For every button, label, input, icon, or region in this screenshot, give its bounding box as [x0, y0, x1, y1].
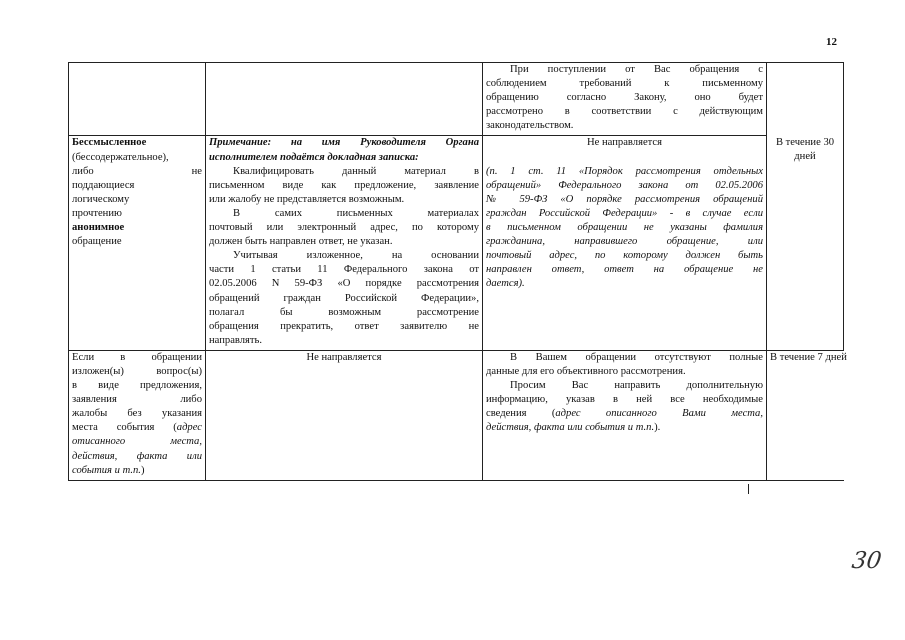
cell-response: [483, 136, 767, 350]
situation-line: Бессмысленное: [72, 137, 147, 149]
note-line: должен быть направлен ответ, не указан.: [209, 236, 393, 248]
note-line: 02.05.2006 N 59-ФЗ «О порядке рассмотрения: [209, 278, 479, 290]
situation-line: отисанного места,: [72, 436, 202, 448]
note-line: обращений граждан Российской Федерации»,: [209, 292, 479, 304]
situation-line: поддающиеся: [72, 179, 135, 191]
response-line: [486, 407, 763, 421]
note-heading: Не направляется: [306, 351, 382, 363]
situation-italic: события и т.п.: [72, 464, 141, 476]
situation-line: либо не: [72, 165, 202, 177]
situation-text: ): [140, 464, 145, 476]
document-table: [68, 62, 847, 481]
note-line: полагал бы возможным рассмотрение: [209, 306, 479, 318]
legal-reference-line: (п. 1 ст. 11 «Порядок рассмотрения отдельных: [486, 165, 763, 177]
situation-line: изложен(ы) вопрос(ы): [72, 365, 202, 377]
deadline-line: В течение 30: [775, 136, 835, 148]
note-line: В самих письменных материалах: [233, 207, 479, 219]
note-line: части 1 статьи 11 Федерального закона от: [209, 264, 479, 276]
cell-note: [206, 136, 483, 350]
note-line: Квалифицировать данный материал в: [233, 165, 479, 177]
response-line: Просим Вас направить дополнительную: [510, 380, 763, 392]
response-italic: действия, факта или события и т.п.: [486, 422, 655, 434]
situation-line: анонимное: [72, 222, 125, 234]
situation-line: Если в обращении: [72, 351, 202, 363]
deadline-line: В течение 7 дней: [770, 351, 847, 363]
situation-line: (бессодержательное),: [72, 151, 169, 163]
note-heading-line: Примечание: на имя Руководителя Органа: [209, 137, 479, 149]
situation-line: заявления либо: [72, 394, 202, 406]
cell-situation: [69, 136, 206, 350]
legal-reference-line: дается).: [486, 278, 525, 290]
note-line: направлять.: [209, 334, 263, 346]
cell-situation: [69, 350, 206, 480]
situation-line: [72, 421, 202, 435]
cell-deadline: [767, 63, 844, 136]
legal-reference-line: обращений» Федерального закона от 02.05.2006: [486, 179, 763, 191]
situation-line: действия, факта или: [72, 450, 202, 462]
response-line: данные для его объективного рассмотрения.: [486, 365, 686, 377]
cell-situation: [69, 63, 206, 136]
page-number: 12: [826, 36, 837, 48]
response-line: [486, 421, 763, 435]
note-line: письменном виде как предложение, заявление: [209, 179, 479, 191]
response-italic: адрес описанного Вами места,: [555, 408, 764, 420]
spacer: [486, 151, 763, 165]
situation-italic: адрес: [176, 422, 202, 434]
situation-line: [72, 464, 202, 478]
note-line: или жалобу не представляется возможным.: [209, 193, 405, 205]
cell-note: [206, 350, 483, 480]
cell-deadline: [767, 136, 844, 350]
legal-reference-line: № 59-ФЗ «О порядке рассмотрения обращений: [486, 193, 763, 205]
table-row: [69, 350, 844, 480]
situation-line: жалобы без указания: [72, 408, 202, 420]
response-line: При поступлении от Вас обращения с: [510, 64, 763, 75]
table-row: [69, 63, 844, 136]
legal-reference-line: почтовый адрес, по которому должен быть: [486, 250, 763, 262]
note-line: Учитывая изложенное, на основании: [233, 250, 479, 262]
response-text: ).: [654, 422, 661, 434]
cell-deadline: [767, 350, 847, 480]
response-line: соблюдением требований к письменному: [486, 78, 763, 90]
note-line: обращения прекратить, ответ заявителю не: [209, 320, 479, 332]
note-line: почтовый или электронный адрес, по которому: [209, 222, 479, 234]
deadline-line: дней: [794, 151, 816, 163]
response-heading: Не направляется: [587, 137, 662, 149]
table-row: [69, 136, 844, 350]
response-line: обращению согласно Закону, оно будет: [486, 92, 763, 104]
response-line: информацию, указав в ней все необходимые: [486, 394, 763, 406]
cell-response: [483, 63, 767, 136]
response-line: В Вашем обращении отсутствуют полные: [510, 351, 763, 363]
handwritten-page-mark: 30: [850, 548, 884, 574]
situation-text: места события (: [72, 422, 177, 434]
legal-reference-line: граждан Российской Федерации» - в случае если: [486, 207, 763, 219]
situation-line: логическому: [72, 193, 130, 205]
response-line: законодательством.: [486, 120, 574, 132]
cell-note: [206, 63, 483, 136]
response-text: сведения (: [486, 408, 556, 420]
situation-line: прочтению: [72, 207, 122, 219]
situation-line: обращение: [72, 236, 122, 248]
legal-reference-line: гражданина, направившего обращение, или: [486, 236, 763, 248]
legal-reference-line: в письменном обращении не указаны фамилия: [486, 221, 763, 233]
legal-reference-line: направлен ответ, ответ на обращение не: [486, 264, 763, 276]
cell-response: [483, 350, 767, 480]
note-heading-line: исполнителем подаётся докладная записка:: [209, 151, 419, 163]
table-border-tail: [748, 484, 749, 494]
response-line: рассмотрено в соответствии с действующим: [486, 106, 763, 118]
situation-line: в виде предложения,: [72, 380, 202, 392]
